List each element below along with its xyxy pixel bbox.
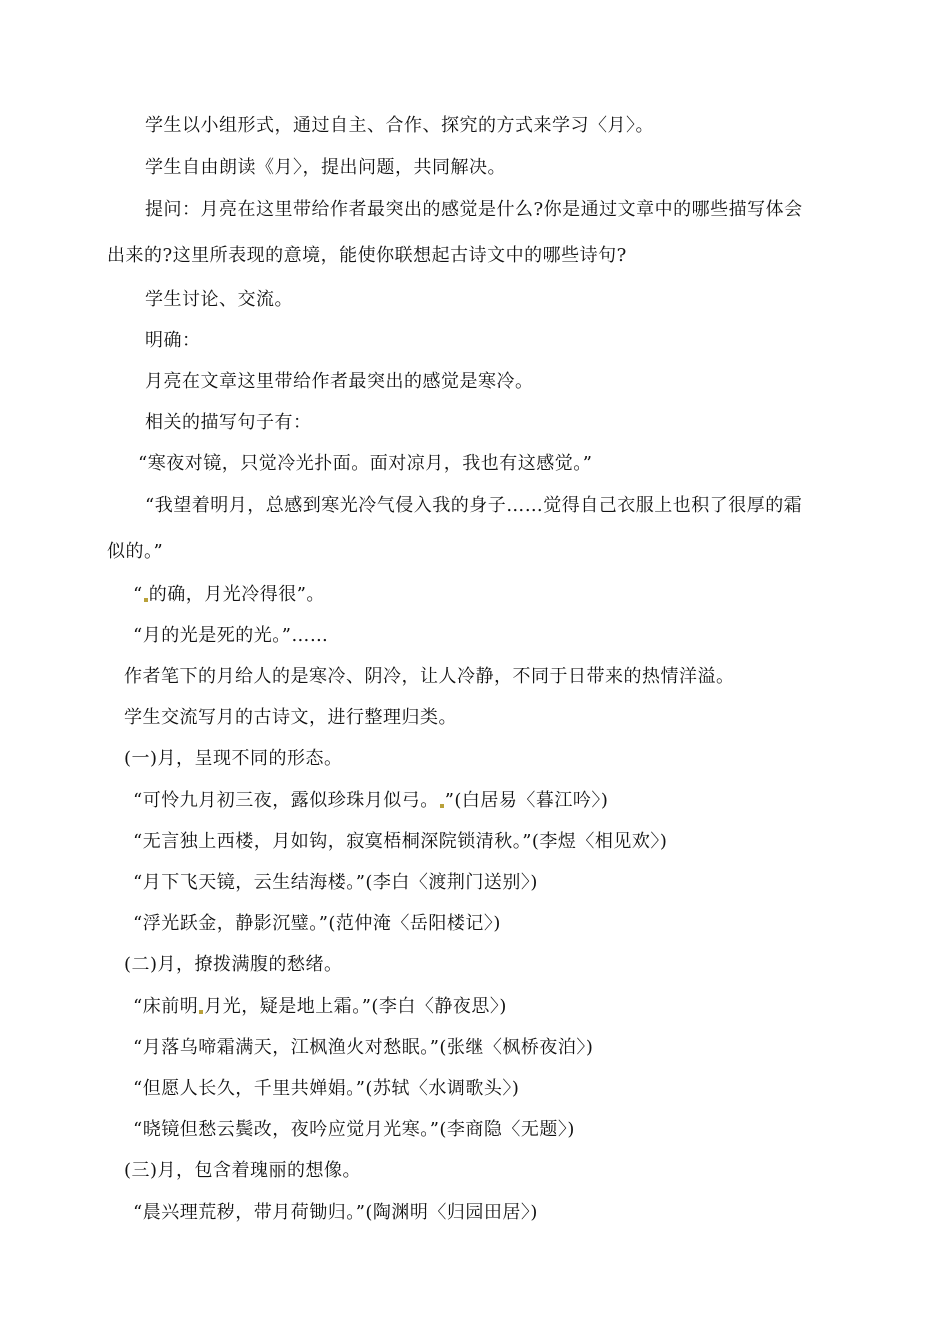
text-line: (一)月，呈现不同的形态。	[124, 748, 343, 769]
text-line: 学生讨论、交流。	[145, 289, 293, 310]
text-line: “月的光是死的光。”……	[133, 625, 329, 646]
text-line: 学生交流写月的古诗文，进行整理归类。	[124, 707, 457, 728]
text-line: “但愿人长久，千里共婵娟。”(苏轼〈水调歌头〉)	[133, 1078, 520, 1099]
text-line: 学生自由朗读《月〉，提出问题，共同解决。	[145, 157, 506, 178]
text-line: “无言独上西楼，月如钩，寂寞梧桐深院锁清秋。”(李煜〈相见欢〉)	[133, 831, 668, 852]
highlight-marker	[199, 1010, 203, 1014]
text-line: “月落乌啼霜满天，江枫渔火对愁眠。”(张继〈枫桥夜泊〉)	[133, 1037, 594, 1058]
text-line: “月下飞天镜，云生结海楼。”(李白〈渡荆门送别〉)	[133, 872, 538, 893]
text-line: “浮光跃金，静影沉璧。”(范仲淹〈岳阳楼记〉)	[133, 913, 501, 934]
text-line: (三)月，包含着瑰丽的想像。	[124, 1160, 362, 1181]
highlight-marker	[440, 804, 444, 808]
text-line: “晓镜但愁云鬓改，夜吟应觉月光寒。”(李商隐〈无题〉)	[133, 1119, 575, 1140]
text-line: 月亮在文章这里带给作者最突出的感觉是寒冷。	[145, 371, 534, 392]
text-line: 出来的?这里所表现的意境，能使你联想起古诗文中的哪些诗句?	[107, 245, 627, 266]
text-line: (二)月，撩拨满腹的愁绪。	[124, 954, 343, 975]
text-line: 明确：	[145, 330, 201, 351]
text-line: “我望着明月，总感到寒光冷气侵入我的身子……觉得自己衣服上也积了很厚的霜	[145, 495, 803, 516]
text-line: “晨兴理荒秽，带月荷锄归。”(陶渊明〈归园田居〉)	[133, 1202, 538, 1223]
text-line: 学生以小组形式，通过自主、合作、探究的方式来学习〈月〉。	[145, 115, 654, 136]
text-line: 相关的描写句子有：	[145, 412, 312, 433]
highlight-marker	[144, 598, 148, 602]
open-quote: “	[133, 584, 143, 605]
text-line: “可怜九月初三夜，露似珍珠月似弓。 ”(白居易〈暮江吟〉)	[133, 790, 609, 811]
text-line: “床前明 月光，疑是地上霜。”(李白〈静夜思〉)	[133, 996, 507, 1017]
text-line: 提问：月亮在这里带给作者最突出的感觉是什么?你是通过文章中的哪些描写体会	[145, 199, 803, 220]
text-line: 似的。”	[107, 541, 164, 562]
text-line: “寒夜对镜，只觉冷光扑面。面对凉月，我也有这感觉。”	[138, 453, 593, 474]
text-line: “ 的确，月光冷得很”。	[133, 584, 325, 605]
text-line: 作者笔下的月给人的是寒冷、阴冷，让人冷静，不同于日带来的热情洋溢。	[124, 666, 735, 687]
